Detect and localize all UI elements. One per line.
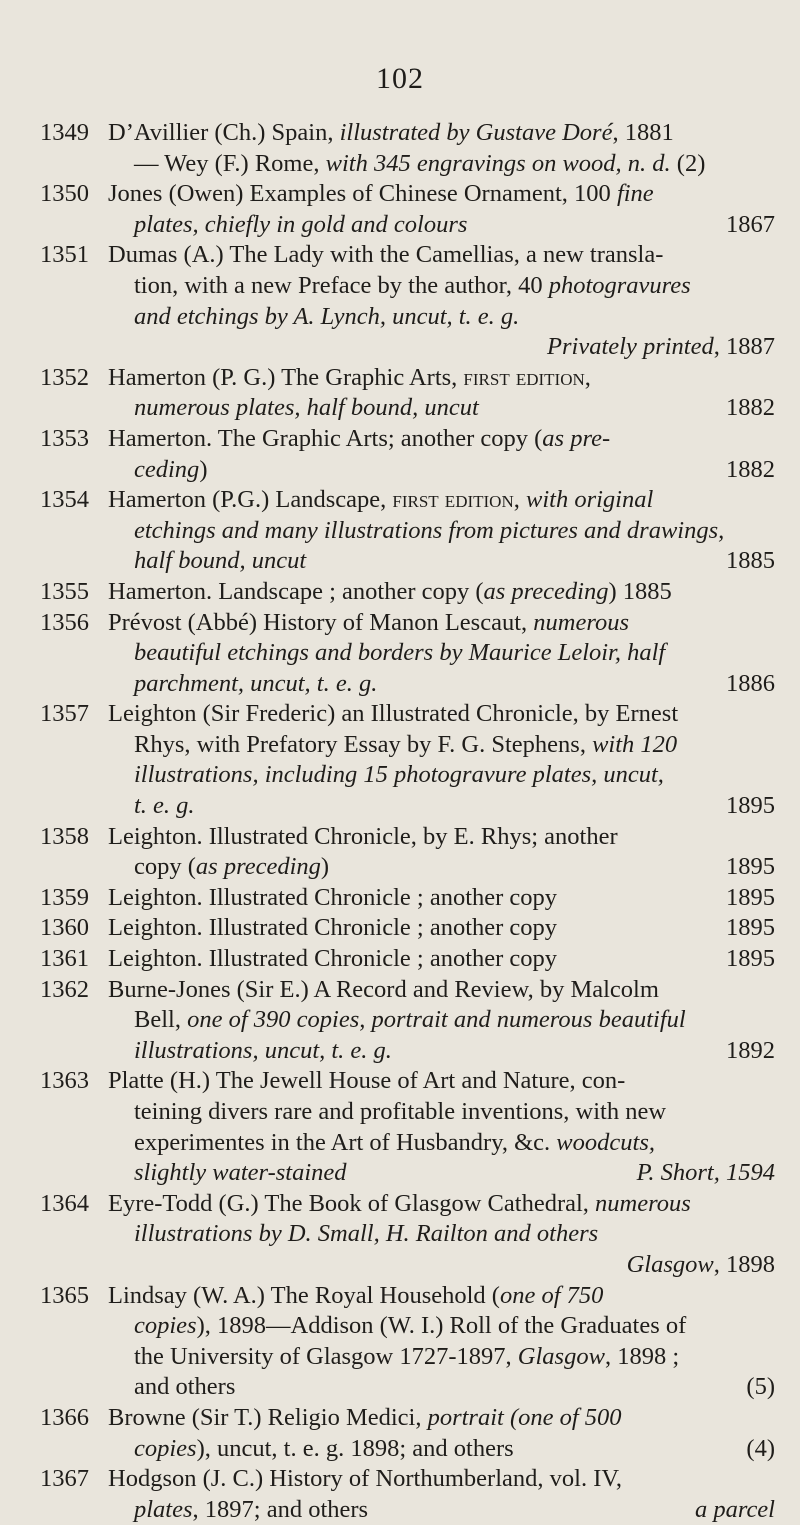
entry-text: experimentes in the Art of Husbandry, &c. [134, 1128, 557, 1156]
lot-entry [40, 485, 775, 577]
entry-text: Dumas (A.) The Lady with the Camellias, a new transla- [108, 241, 664, 269]
lot-number: 1354 [40, 486, 89, 514]
entry-text: photogravures [548, 271, 691, 299]
entry-text: first edition, [463, 363, 591, 391]
lot-entry [40, 822, 775, 883]
lot-number: 1349 [40, 119, 89, 146]
entry-date: 1895 [726, 883, 775, 911]
entry-text: as pre- [542, 424, 611, 452]
entry-date: 1892 [726, 1036, 775, 1064]
entry-text: , 1897; and others [192, 1495, 369, 1523]
entry-text: (2) [670, 149, 706, 177]
entry-text: copies [134, 1312, 197, 1340]
entry-text: copy ( [134, 853, 196, 881]
entry-publisher: Privately printed [547, 333, 714, 361]
lot-number: 1365 [40, 1281, 89, 1309]
entry-text: Lindsay (W. A.) The Royal Household ( [108, 1281, 500, 1309]
entry-text: numerous [533, 608, 629, 636]
entry-text: illustrations, including 15 photogravure plates, uncut, [134, 761, 664, 789]
entry-text: , 1898 ; [604, 1342, 680, 1370]
lot-entry [40, 883, 775, 914]
entry-date: 1882 [726, 394, 775, 422]
lot-number: 1357 [40, 700, 89, 728]
lot-number: 1352 [40, 363, 89, 391]
lot-number: 1363 [40, 1067, 89, 1095]
entry-text: Leighton. Illustrated Chronicle ; another copy [108, 883, 558, 911]
entry-date: 1895 [726, 853, 775, 881]
lot-entry [40, 1403, 775, 1464]
entry-text: ) 1885 [608, 577, 672, 605]
entry-date: 1882 [726, 455, 775, 483]
entry-text: illustrations by D. Small, H. Railton and others [134, 1220, 599, 1248]
entry-date: 1895 [726, 914, 775, 942]
lot-entry [40, 118, 775, 179]
entry-text: D’Avillier (Ch.) Spain, [108, 119, 340, 146]
entry-text: one of 390 copies, portrait and numerous beautiful [187, 1006, 686, 1034]
entry-text: numerous [595, 1189, 691, 1217]
entry-date: 1895 [726, 945, 775, 973]
lot-number: 1360 [40, 914, 89, 942]
lot-entry [40, 577, 775, 608]
lot-number: 1359 [40, 883, 89, 911]
lot-entry [40, 1066, 775, 1188]
lot-entry [40, 1464, 775, 1525]
lot-number: 1362 [40, 975, 89, 1003]
entry-date: 1895 [726, 792, 775, 820]
lot-number: 1355 [40, 577, 89, 605]
lot-number: 1356 [40, 608, 89, 636]
lot-number: 1350 [40, 180, 89, 208]
entry-text: beautiful etchings and borders by Maurice Leloir, half [134, 639, 666, 667]
lot-number: 1364 [40, 1189, 89, 1217]
entry-text: Hamerton (P.G.) Landscape, [108, 486, 393, 514]
entry-text: Prévost (Abbé) History of Manon Lescaut, [108, 608, 534, 636]
entry-text: as preceding [195, 853, 321, 881]
entry-text: Leighton. Illustrated Chronicle, by E. Rhys; another [108, 822, 618, 850]
entry-text: plates [134, 1495, 193, 1523]
entry-text: Browne (Sir T.) Religio Medici, [108, 1403, 428, 1431]
entry-text: illustrations, uncut, t. e. g. [134, 1036, 392, 1064]
lot-entry [40, 424, 775, 485]
lot-entry [40, 240, 775, 362]
entry-text: slightly water-stained [134, 1159, 347, 1187]
entry-date: 1867 [726, 210, 775, 238]
entry-text: Hamerton. The Graphic Arts; another copy ( [108, 424, 543, 452]
lot-entry [40, 179, 775, 240]
lot-number: 1367 [40, 1465, 89, 1493]
entry-date: 1885 [726, 547, 775, 575]
entry-text: with 345 engravings on wood, n. d. [325, 149, 671, 177]
lot-list [40, 118, 775, 1525]
lot-number: 1353 [40, 424, 89, 452]
entry-text: half bound, uncut [134, 547, 307, 575]
entry-text: first edition, [392, 486, 520, 514]
entry-text: Jones (Owen) Examples of Chinese Ornament, 100 [108, 180, 617, 208]
entry-text: copies [134, 1434, 197, 1462]
entry-text: teining divers rare and profitable inventions, with new [134, 1098, 667, 1125]
lot-number: 1351 [40, 241, 89, 269]
entry-text: — Wey (F.) Rome, [134, 149, 326, 177]
entry-text: ), 1898—Addison (W. I.) Roll of the Graduates of [196, 1312, 687, 1340]
entry-text: ), uncut, t. e. g. 1898; and others [196, 1434, 514, 1462]
lot-entry [40, 363, 775, 424]
lot-entry [40, 913, 775, 944]
entry-text: Rhys, with Prefatory Essay by F. G. Stephens, [134, 730, 593, 758]
entry-text: ) [320, 853, 330, 881]
entry-text: Hamerton. Landscape ; another copy ( [108, 577, 484, 605]
entry-text: portrait (one of 500 [427, 1403, 622, 1431]
entry-date: , 1898 [713, 1250, 775, 1278]
lot-number: 1358 [40, 822, 89, 850]
entry-text: as preceding [483, 577, 609, 605]
entry-date: , 1887 [713, 333, 775, 361]
entry-text: Burne-Jones (Sir E.) A Record and Review, by Malcolm [108, 975, 659, 1003]
entry-text: the University of Glasgow 1727-1897, [134, 1342, 518, 1370]
entry-publisher: P. Short, 1594 [636, 1159, 775, 1187]
entry-text: Leighton. Illustrated Chronicle ; another copy [108, 914, 558, 942]
lot-entry [40, 1281, 775, 1403]
entry-text: , 1881 [612, 119, 674, 146]
entry-text: Platte (H.) The Jewell House of Art and Nature, con- [108, 1067, 626, 1095]
entry-publisher: Glasgow [626, 1250, 714, 1278]
entry-text: tion, with a new Preface by the author, 40 [134, 271, 549, 299]
entry-text: Bell, [134, 1006, 188, 1034]
page-number: 102 [376, 62, 424, 95]
entry-text: Hamerton (P. G.) The Graphic Arts, [108, 363, 464, 391]
entry-text: Eyre-Todd (G.) The Book of Glasgow Cathedral, [108, 1189, 596, 1217]
entry-text: illustrated by Gustave Doré [339, 119, 613, 146]
entry-text: one of 750 [499, 1281, 604, 1309]
entry-quantity: a parcel [694, 1495, 775, 1523]
entry-text: and others [134, 1373, 236, 1401]
entry-text: numerous plates, half bound, uncut [134, 394, 479, 422]
entry-text: with original [519, 486, 654, 514]
entry-text: Leighton (Sir Frederic) an Illustrated Chronicle, by Ernest [108, 700, 679, 728]
entry-quantity: (4) [746, 1434, 775, 1462]
entry-text: fine [616, 180, 654, 208]
lot-entry [40, 1189, 775, 1281]
entry-text: etchings and many illustrations from pictures and drawings, [134, 516, 725, 544]
entry-text: with 120 [592, 730, 678, 758]
entry-text: Hodgson (J. C.) History of Northumberland, vol. IV, [108, 1465, 623, 1493]
entry-text: ceding [134, 455, 200, 483]
lot-number: 1361 [40, 945, 89, 973]
lot-entry [40, 699, 775, 821]
lot-entry [40, 975, 775, 1067]
entry-text: ) [199, 455, 208, 483]
entry-text: and etchings by A. Lynch, uncut, t. e. g. [134, 302, 520, 330]
entry-quantity: (5) [746, 1373, 775, 1401]
entry-date: 1886 [726, 669, 775, 697]
entry-text: Leighton. Illustrated Chronicle ; another copy [108, 945, 558, 973]
entry-text: t. e. g. [134, 792, 195, 820]
lot-entry [40, 608, 775, 700]
entry-text: woodcuts, [556, 1128, 655, 1156]
lot-number: 1366 [40, 1403, 89, 1431]
entry-text: plates, chiefly in gold and colours [134, 210, 468, 238]
entry-text: parchment, uncut, t. e. g. [134, 669, 378, 697]
lot-entry [40, 944, 775, 975]
entry-text: Glasgow [517, 1342, 605, 1370]
